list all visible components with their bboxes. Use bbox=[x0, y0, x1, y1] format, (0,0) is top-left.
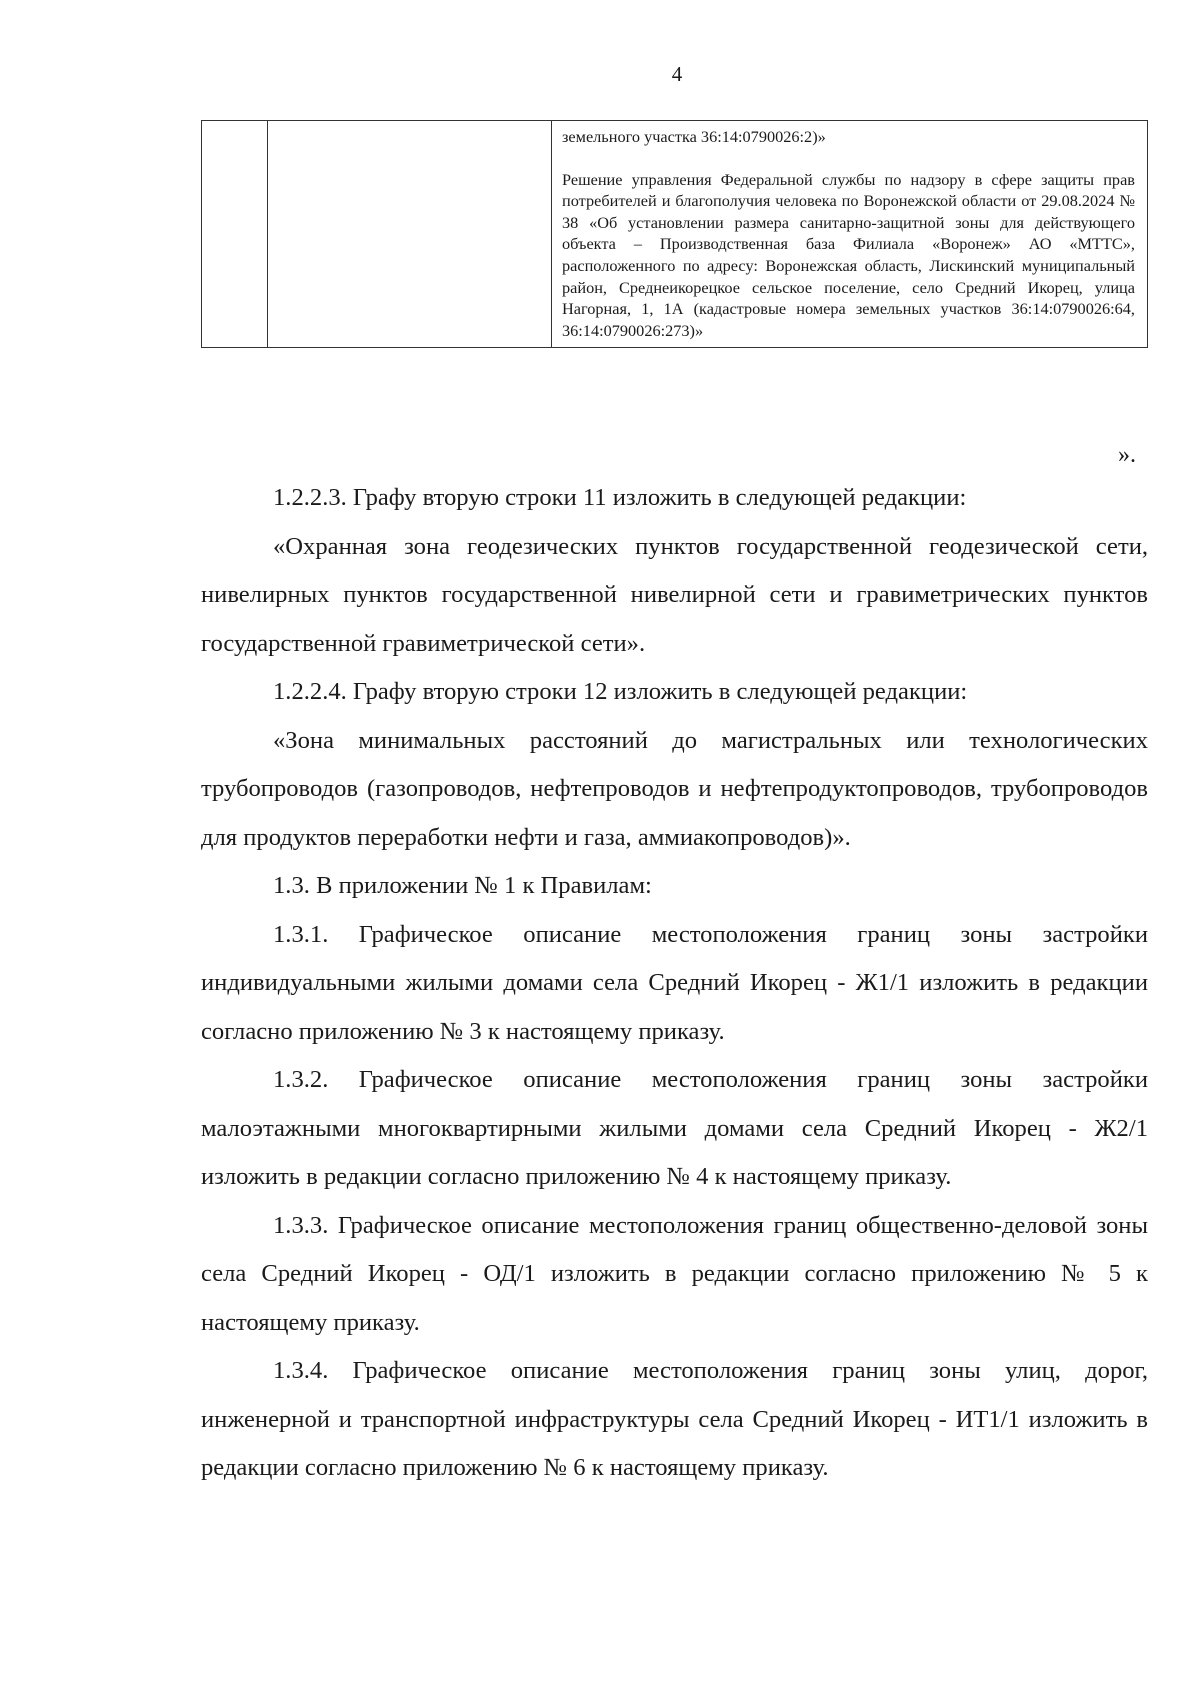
amendment-table bbox=[201, 120, 1148, 348]
paragraph-1-2-2-3: 1.2.2.3. Графу вторую строки 11 изложить в следующей редакции: bbox=[273, 484, 967, 511]
table-closing-quote: ». bbox=[1118, 442, 1136, 468]
table-cell-paragraph: Решение управления Федеральной службы по надзору в сфере защиты прав потребителей и благополучия человека по Воронежской области от 29.08.2024 № 38 «Об установлении размера санитарно-защитной зоны для действующего объекта – Производственная база Филиала «Воронеж» АО «МТТС», расположенного по адресу: Воронежская область, Лискинский муниципальный район, Среднеикорецкое сельское поселение, село Средний Икорец, улица Нагорная, 1, 1А (кадастровые номера земельных участков 36:14:0790026:64, 36:14:0790026:273)» bbox=[562, 169, 1135, 340]
paragraph-1-3-2: 1.3.2. Графическое описание местоположения границ зоны застройки малоэтажными многоквартирными жилыми домами села Средний Икорец - Ж2/1 изложить в редакции согласно приложению № 4 к настоящему приказу. bbox=[201, 1066, 1148, 1190]
paragraph-quote-pipelines: «Зона минимальных расстояний до магистральных или технологических трубопроводов (газопроводов, нефтепроводов и нефтепродуктопроводов, трубопроводов для продуктов переработки нефти и газа, аммиакопроводов)». bbox=[201, 726, 1148, 851]
paragraph-1-2-2-4: 1.2.2.4. Графу вторую строки 12 изложить в следующей редакции: bbox=[273, 678, 968, 705]
paragraph-1-3: 1.3. В приложении № 1 к Правилам: bbox=[273, 872, 652, 899]
table-row bbox=[202, 121, 1148, 348]
document-body bbox=[201, 474, 1148, 1493]
paragraph-1-3-1: 1.3.1. Графическое описание местоположения границ зоны застройки индивидуальными жилыми домами села Средний Икорец - Ж1/1 изложить в редакции согласно приложению № 3 к настоящему приказу. bbox=[201, 920, 1148, 1045]
paragraph-quote-geodetic: «Охранная зона геодезических пунктов государственной геодезической сети, нивелирных пунктов государственной нивелирной сети и гравиметрических пунктов государственной гравиметрической сети». bbox=[201, 532, 1148, 657]
table-cell-number bbox=[202, 121, 268, 348]
table-cell-paragraph: земельного участка 36:14:0790026:2)» bbox=[562, 127, 826, 146]
table-cell-zone-name bbox=[268, 121, 552, 348]
table-cell-basis bbox=[552, 121, 1148, 348]
paragraph-1-3-3: 1.3.3. Графическое описание местоположения границ общественно-деловой зоны села Средний Икорец - ОД/1 изложить в редакции согласно приложению № 5 к настоящему приказу. bbox=[201, 1211, 1148, 1336]
page-number: 4 bbox=[671, 62, 683, 86]
paragraph-1-3-4: 1.3.4. Графическое описание местоположения границ зоны улиц, дорог, инженерной и транспортной инфраструктуры села Средний Икорец - ИТ1/1 изложить в редакции согласно приложению № 6 к настоящему приказу. bbox=[201, 1357, 1148, 1481]
